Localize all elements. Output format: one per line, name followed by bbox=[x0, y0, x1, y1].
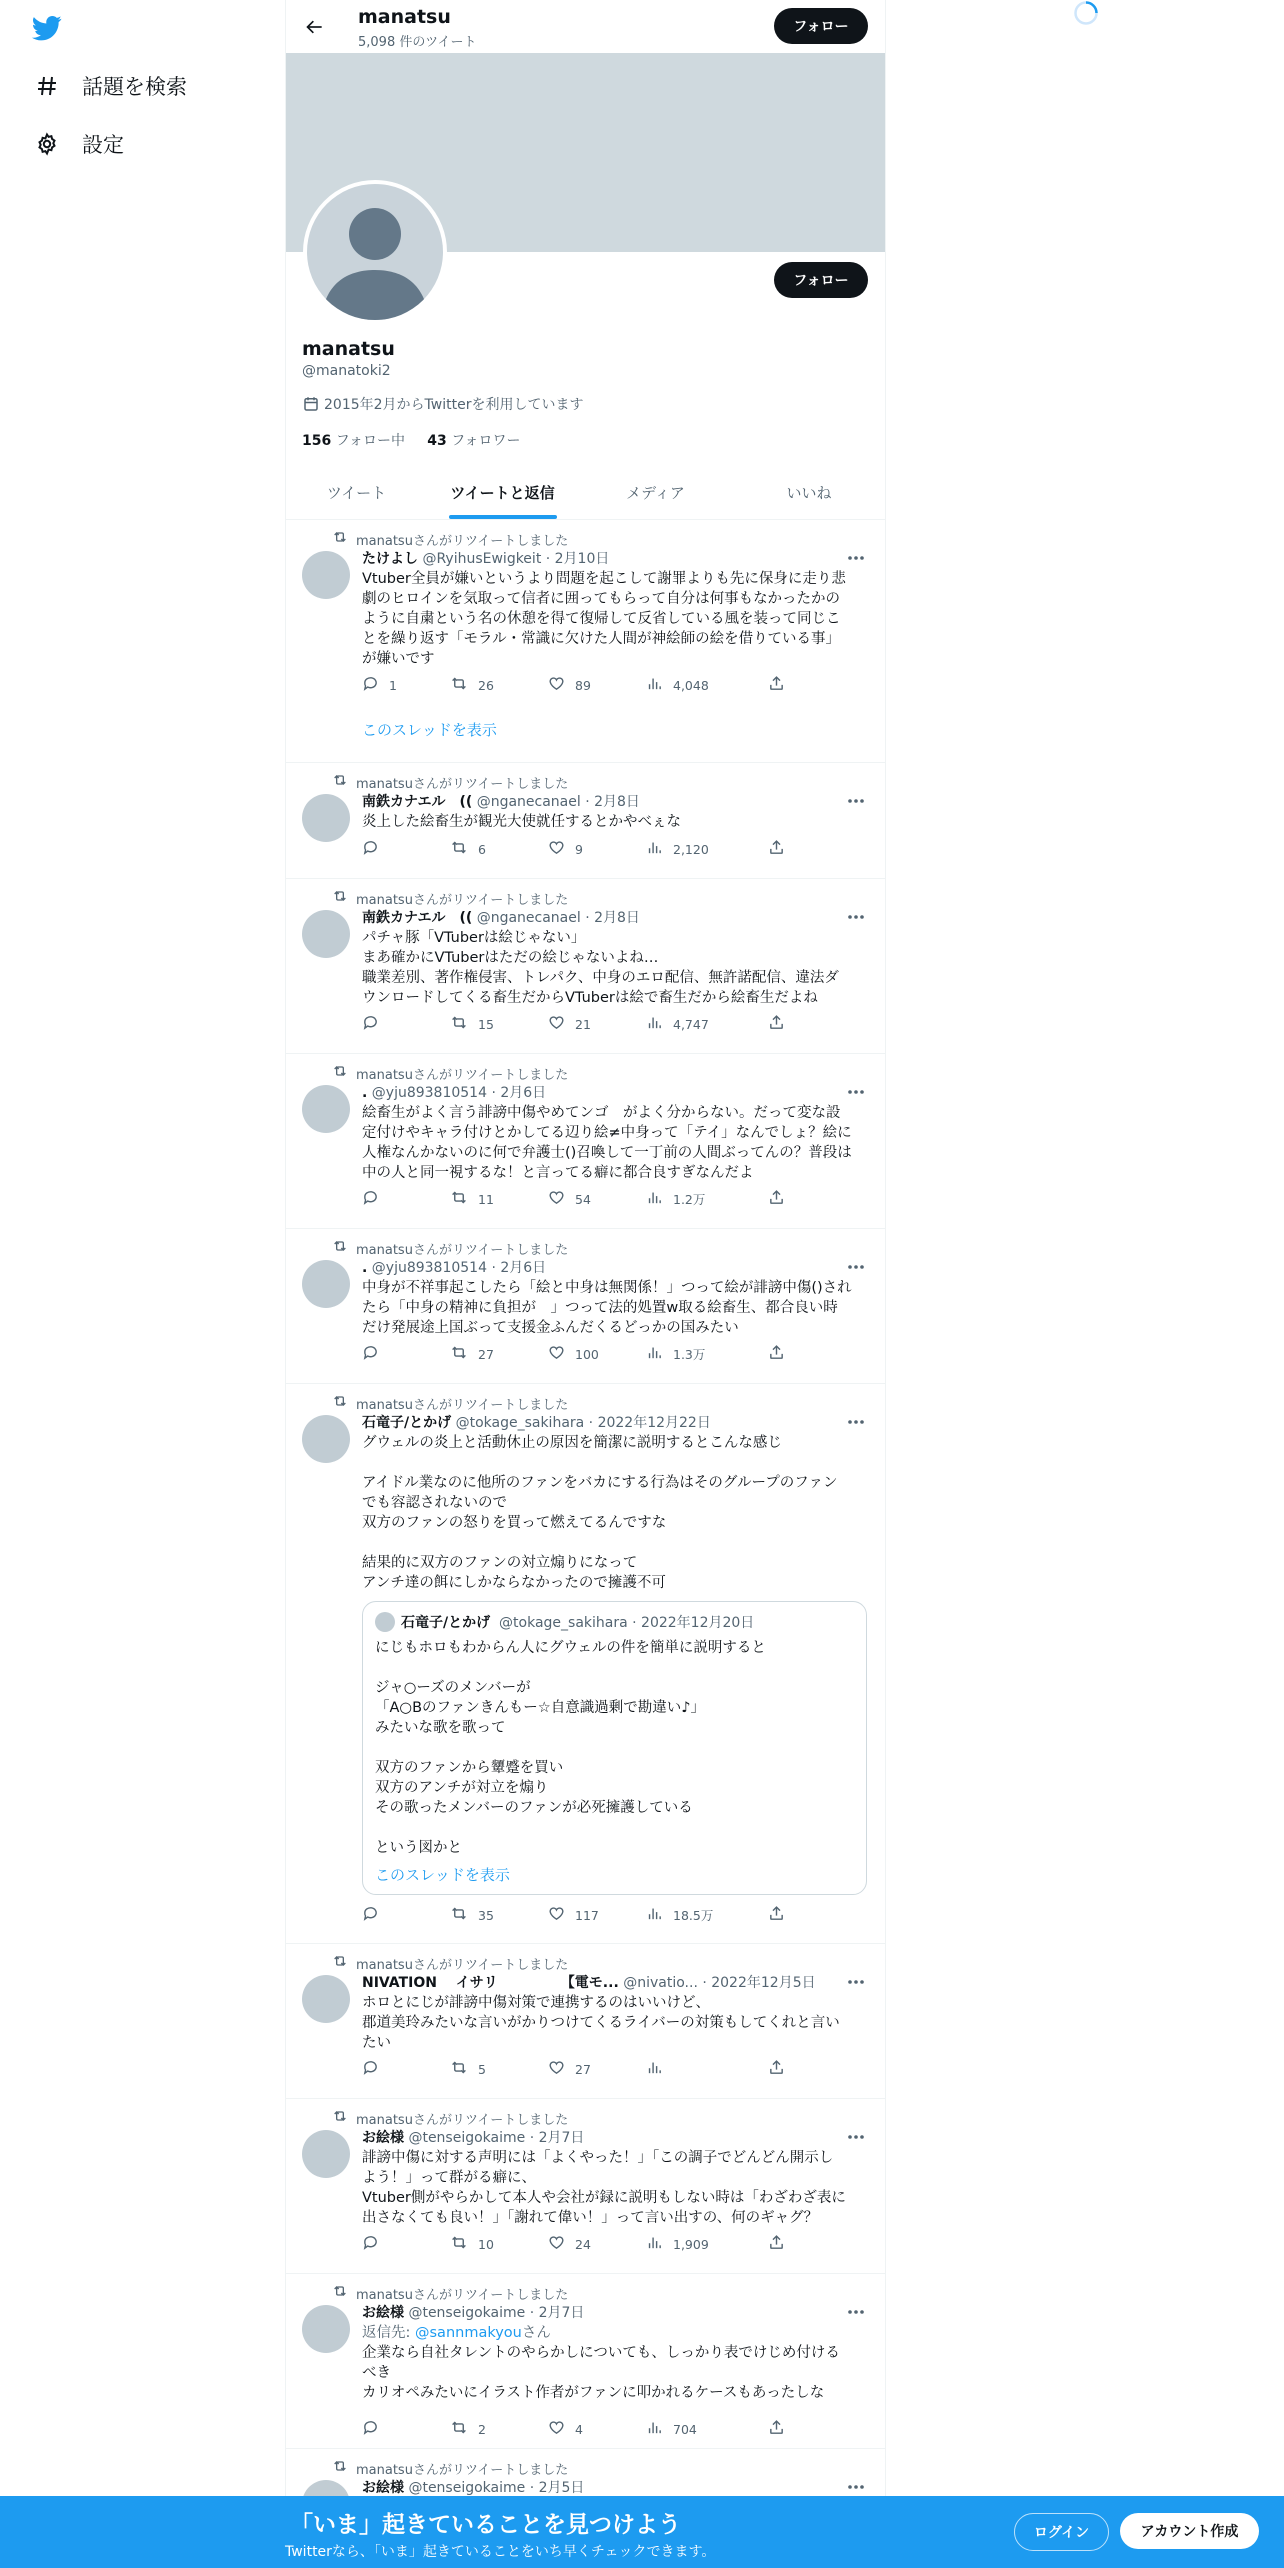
tweet-handle-date[interactable]: @nivatio... · 2022年12月5日 bbox=[623, 1975, 816, 1991]
views-chart-icon bbox=[646, 675, 673, 695]
tweet-author-name[interactable]: . bbox=[362, 1085, 368, 1101]
heart-icon bbox=[548, 1014, 575, 1034]
retweet-label: manatsuさんがリツイートしました bbox=[356, 1067, 569, 1083]
signup-bar-subtitle: Twitterなら、「いま」起きていることをいち早くチェックできます。 bbox=[285, 2544, 716, 2560]
retweet-context bbox=[332, 529, 568, 549]
tab-media[interactable]: メディア bbox=[626, 484, 685, 502]
retweet-icon bbox=[332, 2108, 356, 2128]
reply-to-suffix: さん bbox=[521, 2325, 551, 2341]
tweet-author-name[interactable]: たけよし bbox=[362, 551, 418, 567]
tweet-author-name[interactable]: 南鉄カナエル (( bbox=[362, 910, 473, 926]
retweet-button[interactable] bbox=[450, 1905, 494, 1925]
tweet-avatar[interactable] bbox=[302, 551, 350, 599]
header-follow-button[interactable]: フォロー bbox=[774, 8, 868, 44]
retweet-icon bbox=[332, 1953, 356, 1973]
retweet-context bbox=[332, 772, 568, 792]
tweet-handle-date[interactable]: @tenseigokaime · 2月7日 bbox=[408, 2130, 585, 2146]
calendar-icon bbox=[302, 395, 320, 413]
tweet-header bbox=[362, 2302, 584, 2322]
like-count: 24 bbox=[575, 2236, 591, 2252]
reply-button[interactable] bbox=[362, 2419, 389, 2439]
share-button[interactable] bbox=[768, 1189, 795, 1209]
share-button[interactable] bbox=[768, 2059, 795, 2079]
profile-follow-button[interactable]: フォロー bbox=[774, 262, 868, 298]
share-button[interactable] bbox=[768, 675, 795, 695]
like-button[interactable] bbox=[548, 1344, 599, 1364]
tweet-header bbox=[362, 548, 609, 568]
following-count: 156 bbox=[302, 433, 332, 449]
tweet-avatar[interactable] bbox=[302, 2130, 350, 2178]
tab-tweets-and-replies[interactable]: ツイートと返信 bbox=[427, 466, 578, 519]
like-count: 27 bbox=[575, 2061, 591, 2077]
heart-icon bbox=[548, 2234, 575, 2254]
views-count: 18.5万 bbox=[673, 1908, 714, 1923]
tweet-header bbox=[362, 1412, 711, 1432]
share-icon bbox=[768, 1014, 795, 1034]
loading-spinner-icon bbox=[1073, 0, 1099, 26]
tweet-actions bbox=[362, 2419, 802, 2439]
retweet-context bbox=[332, 2283, 568, 2303]
tab-tweets[interactable]: ツイート bbox=[326, 484, 387, 502]
tweet-avatar[interactable] bbox=[302, 1085, 350, 1133]
retweet-count: 2 bbox=[478, 2421, 486, 2437]
retweet-action-icon bbox=[450, 1905, 478, 1925]
tweet-header bbox=[362, 2127, 584, 2147]
retweet-context bbox=[332, 1063, 568, 1083]
retweet-label: manatsuさんがリツイートしました bbox=[356, 2112, 569, 2128]
like-count: 100 bbox=[575, 1346, 599, 1362]
share-icon bbox=[768, 839, 795, 859]
twitter-logo-icon[interactable] bbox=[30, 13, 64, 47]
retweet-icon bbox=[332, 529, 356, 549]
reply-button[interactable] bbox=[362, 2059, 389, 2079]
main-column bbox=[285, 0, 886, 2568]
nav-explore-label: 話題を検索 bbox=[82, 75, 187, 99]
reply-button[interactable] bbox=[362, 839, 389, 859]
nav-settings-label: 設定 bbox=[82, 133, 124, 157]
following-label: フォロー中 bbox=[335, 433, 405, 449]
tweet-avatar[interactable] bbox=[302, 910, 350, 958]
retweet-label: manatsuさんがリツイートしました bbox=[356, 533, 569, 549]
views-chart-icon bbox=[646, 2059, 673, 2079]
tweet-actions bbox=[362, 1905, 802, 1925]
reply-icon bbox=[362, 2234, 389, 2254]
retweet-button[interactable] bbox=[450, 1014, 494, 1034]
profile-handle: @manatoki2 bbox=[302, 363, 391, 379]
tweet-author-name[interactable]: お絵様 bbox=[362, 2130, 404, 2146]
tweet-actions bbox=[362, 675, 802, 695]
reply-button[interactable] bbox=[362, 1344, 389, 1364]
like-button[interactable] bbox=[548, 2059, 591, 2079]
tweet-author-name[interactable]: NIVATION イサリ 【電モ... bbox=[362, 1975, 619, 1991]
tweet-author-name[interactable]: . bbox=[362, 1260, 368, 1276]
profile-tabs bbox=[286, 466, 885, 520]
reply-icon bbox=[362, 675, 389, 695]
tweet-actions bbox=[362, 2059, 802, 2079]
views-button[interactable] bbox=[646, 1014, 709, 1034]
tweet[interactable] bbox=[286, 1053, 885, 1229]
header-name: manatsu bbox=[358, 6, 451, 28]
tweet-handle-date[interactable]: @tokage_sakihara · 2022年12月22日 bbox=[455, 1415, 711, 1431]
nav-explore[interactable] bbox=[32, 71, 187, 101]
like-button[interactable] bbox=[548, 2234, 591, 2254]
views-button[interactable] bbox=[646, 1344, 705, 1364]
retweet-context bbox=[332, 2458, 568, 2478]
more-options-icon[interactable] bbox=[845, 1411, 867, 1433]
views-chart-icon bbox=[646, 1014, 673, 1034]
views-chart-icon bbox=[646, 2419, 673, 2439]
quoted-tweet[interactable] bbox=[362, 1601, 867, 1895]
share-button[interactable] bbox=[768, 1905, 795, 1925]
reply-icon bbox=[362, 1189, 389, 1209]
share-icon bbox=[768, 2234, 795, 2254]
retweet-action-icon bbox=[450, 1189, 478, 1209]
profile-joined bbox=[302, 394, 583, 414]
views-count: 4,048 bbox=[673, 677, 709, 693]
more-options-icon[interactable] bbox=[845, 2476, 867, 2498]
quoted-tweet-handle-date: @tokage_sakihara · 2022年12月20日 bbox=[499, 1615, 755, 1631]
gear-icon bbox=[32, 129, 62, 159]
retweet-icon bbox=[332, 1393, 356, 1413]
reply-button[interactable] bbox=[362, 1189, 389, 1209]
reply-to-prefix: 返信先: bbox=[362, 2325, 415, 2341]
views-chart-icon bbox=[646, 1905, 673, 1925]
views-count: 1.2万 bbox=[673, 1192, 706, 1207]
retweet-button[interactable] bbox=[450, 839, 486, 859]
tweet[interactable] bbox=[286, 762, 885, 879]
tweet-actions bbox=[362, 1344, 802, 1364]
tweet-avatar[interactable] bbox=[302, 1415, 350, 1463]
tweet-text: グウェルの炎上と活動休止の原因を簡潔に説明するとこんな感じ アイドル業なのに他所のファンをバカにする行為はそのグループのファン でも容認されないので 双方のファンの怒りを買って燃えてるんですな 結果的に双方のファンの対立煽りになって アンチ達の餌にしかならなかったので擁護不可 bbox=[362, 1435, 838, 1591]
tweet-header bbox=[362, 2477, 584, 2497]
retweet-icon bbox=[332, 772, 356, 792]
retweet-button[interactable] bbox=[450, 1344, 494, 1364]
tweet-header bbox=[362, 907, 640, 927]
tweet-avatar[interactable] bbox=[302, 794, 350, 842]
tweet-header bbox=[362, 1257, 546, 1277]
views-count: 1,909 bbox=[673, 2236, 709, 2252]
tweet[interactable] bbox=[286, 1228, 885, 1384]
signup-bar-title: 「いま」起きていることを見つけよう bbox=[290, 2512, 681, 2538]
retweet-context bbox=[332, 1238, 568, 1258]
tweet[interactable] bbox=[286, 2098, 885, 2274]
followers-label: フォロワー bbox=[451, 433, 521, 449]
tweet-author-name[interactable]: 石竜子/とかげ bbox=[362, 1415, 452, 1431]
share-button[interactable] bbox=[768, 1344, 795, 1364]
tweet-text: 絵畜生がよく言う誹謗中傷やめてンゴ がよく分からない。だって変な設 定付けやキャラ付けとかしてる辺り絵≠中身って「テイ」なんでしょ？絵に 人権なんかないのに何で弁護士()召喚して一丁前の人間ぶってんの？普段は 中の人と同一視するな！と言ってる癖に都合良すぎなんだよ bbox=[362, 1105, 852, 1181]
reply-count: 1 bbox=[389, 677, 397, 693]
quoted-tweet-author-name: 石竜子/とかげ bbox=[401, 1615, 491, 1631]
tweet-handle-date[interactable]: @nganecanael · 2月8日 bbox=[476, 910, 640, 926]
signup-bar bbox=[0, 2496, 1284, 2568]
retweet-action-icon bbox=[450, 2234, 478, 2254]
tweet-text: 企業なら自社タレントのやらかしについても、しっかり表でけじめ付ける べき カリオペみたいにイラスト作者がファンに叩かれるケースもあったしな bbox=[362, 2345, 840, 2401]
retweet-label: manatsuさんがリツイートしました bbox=[356, 776, 569, 792]
like-count: 117 bbox=[575, 1907, 599, 1923]
views-button[interactable] bbox=[646, 2419, 697, 2439]
profile-header-bar bbox=[286, 0, 885, 53]
retweet-button[interactable] bbox=[450, 2419, 486, 2439]
login-button[interactable]: ログイン bbox=[1014, 2513, 1109, 2551]
hashtag-icon bbox=[32, 71, 62, 101]
more-options-icon[interactable] bbox=[845, 1971, 867, 1993]
profile-stats bbox=[302, 430, 521, 450]
reply-icon bbox=[362, 1905, 389, 1925]
like-button[interactable] bbox=[548, 2419, 583, 2439]
share-icon bbox=[768, 1905, 795, 1925]
retweet-context bbox=[332, 888, 568, 908]
retweet-icon bbox=[332, 2458, 356, 2478]
retweet-count: 26 bbox=[478, 677, 494, 693]
retweet-context bbox=[332, 1953, 568, 1973]
retweet-icon bbox=[332, 1063, 356, 1083]
share-icon bbox=[768, 2059, 795, 2079]
retweet-action-icon bbox=[450, 1344, 478, 1364]
share-icon bbox=[768, 2419, 795, 2439]
reply-to-line bbox=[362, 2323, 867, 2343]
views-button[interactable] bbox=[646, 1189, 705, 1209]
tweet-avatar[interactable] bbox=[302, 2305, 350, 2353]
retweet-count: 5 bbox=[478, 2061, 486, 2077]
more-options-icon[interactable] bbox=[845, 1256, 867, 1278]
retweet-icon bbox=[332, 1238, 356, 1258]
heart-icon bbox=[548, 1344, 575, 1364]
share-icon bbox=[768, 1189, 795, 1209]
retweet-count: 11 bbox=[478, 1191, 494, 1207]
quoted-tweet-text: にじもホロもわからん人にグウェルの件を簡単に説明すると ジャ○ーズのメンバーが 「A○Bのファンきんもー☆自意識過剰で勘違い♪」 みたいな歌を歌って 双方のファンから顰蹙を買い 双方のアンチが対立を煽り その歌ったメンバーのファンが必死擁護している という図かと bbox=[375, 1640, 766, 1856]
views-count: 704 bbox=[673, 2421, 697, 2437]
tweet-handle-date[interactable]: @yju893810514 · 2月6日 bbox=[371, 1260, 547, 1276]
tweet[interactable] bbox=[286, 1383, 885, 1944]
retweet-label: manatsuさんがリツイートしました bbox=[356, 1242, 569, 1258]
reply-button[interactable] bbox=[362, 1905, 389, 1925]
like-button[interactable] bbox=[548, 675, 591, 695]
more-options-icon[interactable] bbox=[845, 790, 867, 812]
views-button[interactable] bbox=[646, 1905, 713, 1925]
like-count: 21 bbox=[575, 1016, 591, 1032]
profile-joined-text: 2015年2月からTwitterを利用しています bbox=[324, 397, 584, 413]
sidebar bbox=[0, 0, 286, 2568]
tweet-header bbox=[362, 1972, 816, 1992]
tweet-author-name[interactable]: お絵様 bbox=[362, 2305, 404, 2321]
retweet-label: manatsuさんがリツイートしました bbox=[356, 2287, 569, 2303]
tweet-header bbox=[362, 1082, 546, 1102]
retweet-action-icon bbox=[450, 2419, 478, 2439]
reply-icon bbox=[362, 839, 389, 859]
tweet-actions bbox=[362, 1014, 802, 1034]
tweet-handle-date[interactable]: @nganecanael · 2月8日 bbox=[476, 794, 640, 810]
tweet[interactable] bbox=[286, 1943, 885, 2099]
retweet-label: manatsuさんがリツイートしました bbox=[356, 892, 569, 908]
like-count: 9 bbox=[575, 841, 583, 857]
profile-name: manatsu bbox=[302, 338, 395, 360]
tweet-handle-date[interactable]: @RyihusEwigkeit · 2月10日 bbox=[422, 551, 610, 567]
more-options-icon[interactable] bbox=[845, 906, 867, 928]
share-button[interactable] bbox=[768, 839, 795, 859]
tweet[interactable] bbox=[286, 519, 885, 763]
share-button[interactable] bbox=[768, 2234, 795, 2254]
retweet-button[interactable] bbox=[450, 675, 494, 695]
tweet-text: 炎上した絵畜生が観光大使就任するとかやべぇな bbox=[362, 814, 681, 830]
views-chart-icon bbox=[646, 1344, 673, 1364]
views-count: 4,747 bbox=[673, 1016, 709, 1032]
tweet-handle-date[interactable]: @tenseigokaime · 2月5日 bbox=[408, 2480, 585, 2496]
reply-button[interactable] bbox=[362, 1014, 389, 1034]
retweet-action-icon bbox=[450, 839, 478, 859]
retweet-count: 10 bbox=[478, 2236, 494, 2252]
tweet-text: 中身が不祥事起こしたら「絵と中身は無関係！」つって絵が誹謗中傷()され たら「中身の精神に負担が 」つって法的処置w取る絵畜生、都合良い時 だけ発展途上国ぶって支援金ふんだくるどっかの国みたい bbox=[362, 1280, 852, 1336]
retweet-count: 27 bbox=[478, 1346, 494, 1362]
heart-icon bbox=[548, 675, 575, 695]
retweet-action-icon bbox=[450, 675, 478, 695]
tweet-avatar[interactable] bbox=[302, 1975, 350, 2023]
quoted-tweet-avatar bbox=[375, 1612, 395, 1632]
views-button[interactable] bbox=[646, 2234, 709, 2254]
views-count: 1.3万 bbox=[673, 1347, 706, 1362]
tweet-actions bbox=[362, 1189, 802, 1209]
more-options-icon[interactable] bbox=[845, 1081, 867, 1103]
profile-avatar[interactable] bbox=[303, 180, 447, 324]
tweet[interactable] bbox=[286, 2273, 885, 2449]
heart-icon bbox=[548, 839, 575, 859]
followers-link[interactable] bbox=[427, 433, 520, 449]
more-options-icon[interactable] bbox=[845, 2301, 867, 2323]
tweet-text: 誹謗中傷に対する声明には「よくやった！」「この調子でどんどん開示し よう！」って群がる癖に、 Vtuber側がやらかして本人や会社が録に説明もしない時は「わざわざ表に 出さなくても良い！」「謝れて偉い！」って言い出すの、何のギャグ？ bbox=[362, 2150, 846, 2226]
tweet-text: ホロとにじが誹謗中傷対策で連携するのはいいけど、 郡道美玲みたいな言いがかりつけてくるライバーの対策もしてくれと言い たい bbox=[362, 1995, 840, 2051]
quoted-tweet-header bbox=[375, 1612, 754, 1632]
share-icon bbox=[768, 675, 795, 695]
tweet-text: パチャ豚「VTuberは絵じゃない」 まあ確かにVTuberはただの絵じゃないよね… 職業差別、著作権侵害、トレパク、中身のエロ配信、無許諾配信、違法ダ ウンロードしてくる畜生だからVTuberは絵で畜生だから絵畜生だよね bbox=[362, 930, 839, 1006]
quoted-show-thread-link[interactable]: このスレッドを表示 bbox=[375, 1866, 510, 1884]
reply-icon bbox=[362, 2059, 389, 2079]
reply-to-handle[interactable]: @sannmakyou bbox=[415, 2325, 522, 2341]
retweet-label: manatsuさんがリツイートしました bbox=[356, 1957, 569, 1973]
signup-button[interactable]: アカウント作成 bbox=[1120, 2513, 1259, 2549]
views-button[interactable] bbox=[646, 2059, 673, 2079]
back-arrow-icon[interactable] bbox=[300, 12, 330, 42]
show-thread-link[interactable]: このスレッドを表示 bbox=[362, 721, 497, 739]
tweet-header bbox=[362, 791, 640, 811]
heart-icon bbox=[548, 2059, 575, 2079]
views-count: 2,120 bbox=[673, 841, 709, 857]
tweet-avatar[interactable] bbox=[302, 1260, 350, 1308]
tweet[interactable] bbox=[286, 878, 885, 1054]
tweet-actions bbox=[362, 2234, 802, 2254]
tweet-handle-date[interactable]: @yju893810514 · 2月6日 bbox=[371, 1085, 547, 1101]
like-button[interactable] bbox=[548, 1905, 599, 1925]
views-chart-icon bbox=[646, 1189, 673, 1209]
nav-settings[interactable] bbox=[32, 129, 124, 159]
tweet-handle-date[interactable]: @tenseigokaime · 2月7日 bbox=[408, 2305, 585, 2321]
like-count: 4 bbox=[575, 2421, 583, 2437]
retweet-icon bbox=[332, 888, 356, 908]
reply-icon bbox=[362, 1014, 389, 1034]
retweet-label: manatsuさんがリツイートしました bbox=[356, 2462, 569, 2478]
tweet-author-name[interactable]: お絵様 bbox=[362, 2480, 404, 2496]
tweet-actions bbox=[362, 839, 802, 859]
share-icon bbox=[768, 1344, 795, 1364]
followers-count: 43 bbox=[427, 433, 447, 449]
retweet-count: 6 bbox=[478, 841, 486, 857]
reply-icon bbox=[362, 1344, 389, 1364]
like-button[interactable] bbox=[548, 1189, 591, 1209]
reply-button[interactable] bbox=[362, 2234, 389, 2254]
views-chart-icon bbox=[646, 839, 673, 859]
tab-likes[interactable]: いいね bbox=[786, 484, 832, 502]
like-button[interactable] bbox=[548, 839, 583, 859]
header-tweet-count: 5,098 件のツイート bbox=[358, 35, 477, 50]
retweet-action-icon bbox=[450, 2059, 478, 2079]
retweet-count: 15 bbox=[478, 1016, 494, 1032]
heart-icon bbox=[548, 1189, 575, 1209]
retweet-label: manatsuさんがリツイートしました bbox=[356, 1397, 569, 1413]
retweet-context bbox=[332, 2108, 568, 2128]
views-button[interactable] bbox=[646, 675, 709, 695]
heart-icon bbox=[548, 1905, 575, 1925]
retweet-button[interactable] bbox=[450, 2059, 486, 2079]
views-chart-icon bbox=[646, 2234, 673, 2254]
retweet-icon bbox=[332, 2283, 356, 2303]
tweet-author-name[interactable]: 南鉄カナエル (( bbox=[362, 794, 473, 810]
share-button[interactable] bbox=[768, 1014, 795, 1034]
tweet-text: Vtuber全員が嫌いというより問題を起こして謝罪よりも先に保身に走り悲 劇のヒロインを気取って信者に囲ってもらって自分は何事もなかったかの ように自粛という名の休憩を得て復帰して反省している風を装って同じこ とを繰り返す「モラル・常識に欠けた人間が神絵師の絵を借りている事」 が嫌いです bbox=[362, 571, 846, 667]
share-button[interactable] bbox=[768, 2419, 795, 2439]
retweet-button[interactable] bbox=[450, 1189, 494, 1209]
like-count: 89 bbox=[575, 677, 591, 693]
retweet-count: 35 bbox=[478, 1907, 494, 1923]
heart-icon bbox=[548, 2419, 575, 2439]
retweet-button[interactable] bbox=[450, 2234, 494, 2254]
like-button[interactable] bbox=[548, 1014, 591, 1034]
following-link[interactable] bbox=[302, 433, 405, 449]
retweet-context bbox=[332, 1393, 568, 1413]
reply-icon bbox=[362, 2419, 389, 2439]
more-options-icon[interactable] bbox=[845, 2126, 867, 2148]
views-button[interactable] bbox=[646, 839, 709, 859]
more-options-icon[interactable] bbox=[845, 547, 867, 569]
reply-button[interactable] bbox=[362, 675, 397, 695]
like-count: 54 bbox=[575, 1191, 591, 1207]
retweet-action-icon bbox=[450, 1014, 478, 1034]
